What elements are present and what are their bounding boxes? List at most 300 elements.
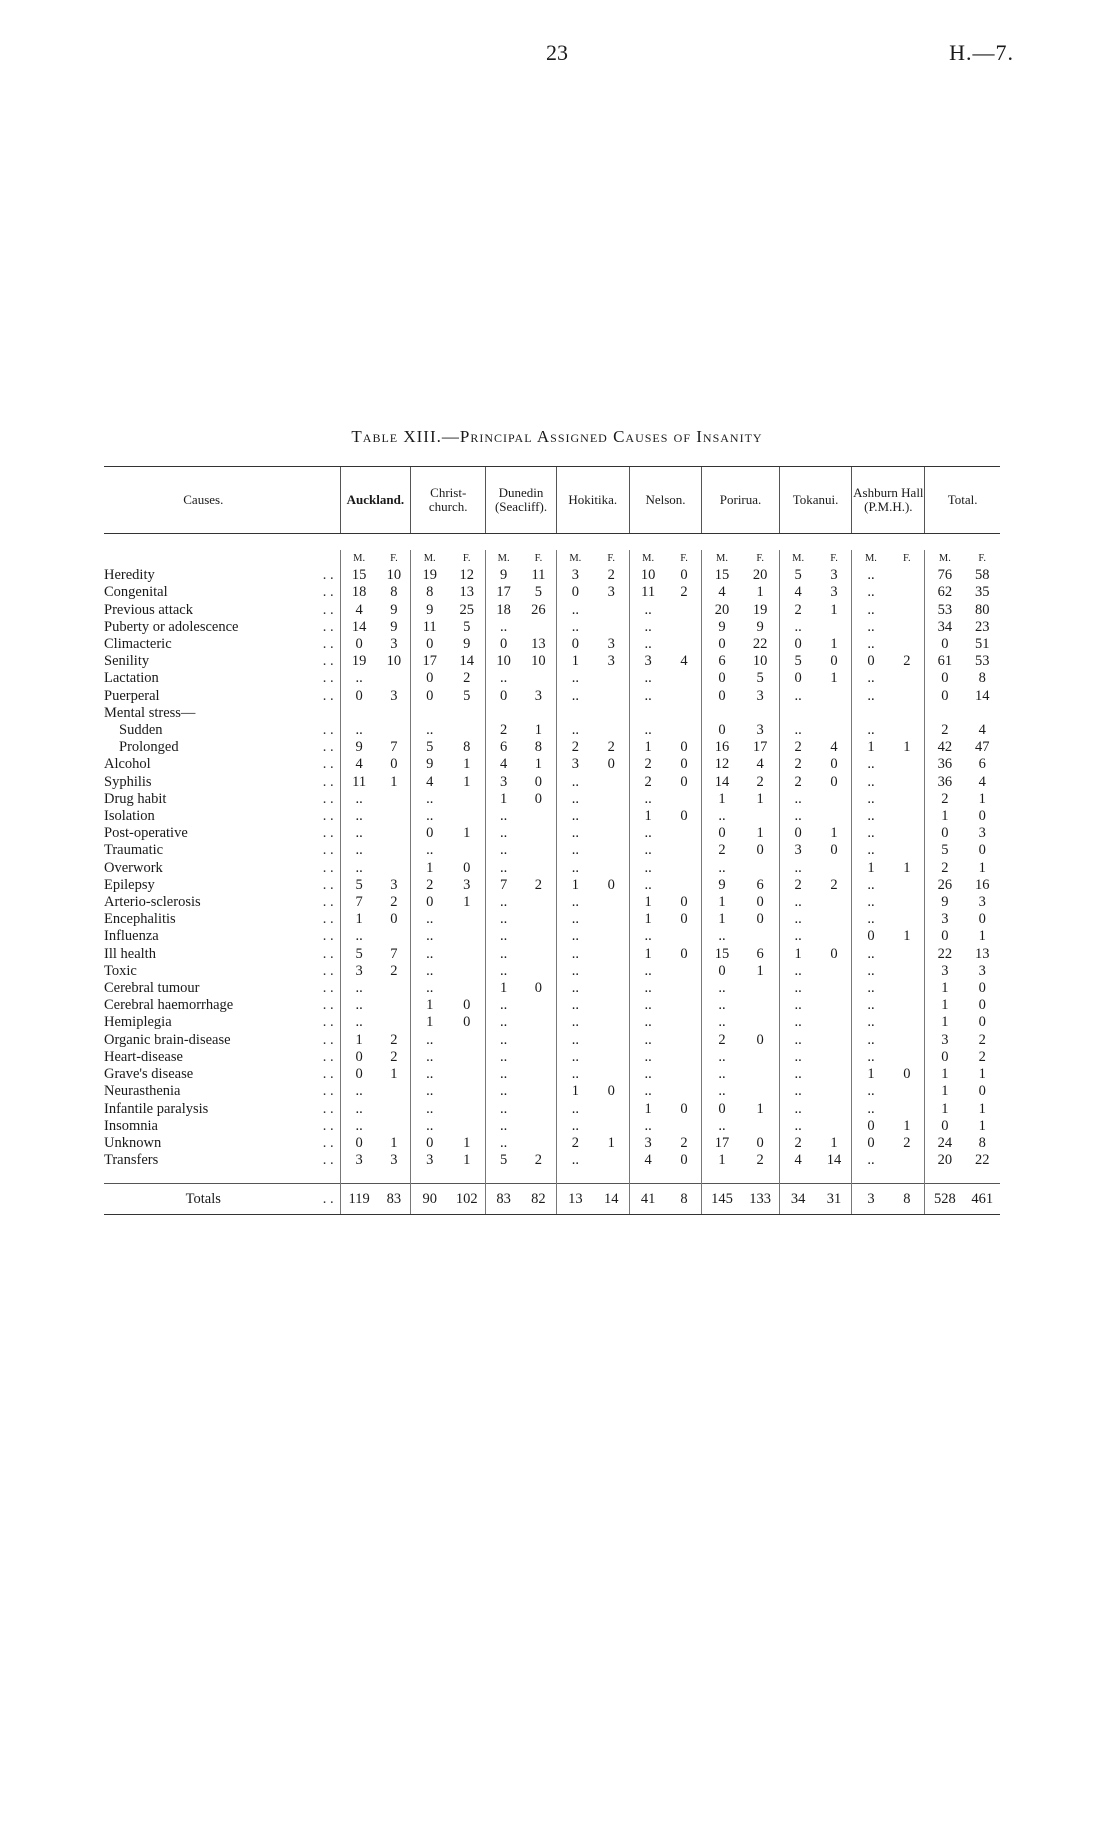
table-cell: .. [486,911,521,928]
table-cell [742,808,780,825]
table-cell [889,774,924,791]
table-cell: 1 [925,1083,965,1100]
table-cell: .. [486,963,521,980]
table-cell [378,1118,411,1135]
table-cell [742,1118,780,1135]
table-cell: 1 [925,980,965,997]
table-cell [667,1066,702,1083]
table-cell: 19 [340,653,378,670]
leader-dots: . . [322,980,334,997]
table-cell [594,894,629,911]
cause-label: Infantile paralysis [104,1100,209,1117]
table-cell: .. [340,1083,378,1100]
table-cell: 3 [411,1152,449,1169]
table-cell [521,963,556,980]
table-cell: 0 [830,653,838,670]
table-cell: 4 [680,653,688,670]
table-cell: 9 [390,601,398,618]
leader-dots: . . [322,1152,334,1169]
table-cell: .. [340,722,378,739]
table-cell: 0 [852,928,890,945]
table-cell: 26 [925,877,965,894]
cause-label: Lactation [104,670,159,687]
table-cell [521,1014,556,1031]
table-cell: .. [629,825,667,842]
table-cell [594,619,629,636]
table-cell: 1 [756,584,764,601]
table-cell: 7 [486,877,521,894]
table-cell: .. [486,619,521,636]
table-cell: 5 [463,618,471,635]
table-cell: 0 [680,911,688,928]
total-cell: 461 [964,1184,1000,1215]
table-cell [521,911,556,928]
table-cell: 0 [925,688,965,705]
table-cell: 10 [752,653,768,670]
table-cell [667,877,702,894]
cause-label: Neurasthenia [104,1083,181,1100]
table-cell: 0 [756,842,764,859]
table-cell [817,1049,852,1066]
table-cell [594,1014,629,1031]
table-cell [889,877,924,894]
male-label: M. [925,550,965,567]
table-cell: 2 [925,791,965,808]
table-cell: 0 [556,584,594,601]
table-cell: 8 [978,670,986,687]
table-cell: .. [852,894,890,911]
table-cell [378,928,411,945]
table-cell: 76 [925,567,965,584]
table-cell: 11 [340,774,378,791]
leader-dots: . . [322,618,334,635]
table-cell [964,705,1000,722]
male-label: M. [702,550,742,567]
cause-label: Drug habit [104,790,167,807]
total-cell: 119 [340,1184,378,1215]
table-cell [817,911,852,928]
table-cell [594,860,629,877]
female-label: F. [534,553,543,564]
table-cell: 12 [459,567,474,584]
table-cell: 2 [903,1134,911,1151]
table-cell: 1 [756,1100,764,1117]
cause-label: Previous attack [104,601,193,618]
cause-label: Heredity [104,567,155,584]
cause-label: Post-operative [104,825,188,842]
table-cell: 1 [534,756,543,773]
table-cell: 2 [779,877,817,894]
table-cell [521,997,556,1014]
table-row [104,584,1000,601]
table-row [104,722,1000,739]
cause-label: Climacteric [104,636,172,653]
table-cell [521,1135,556,1152]
table-cell: 0 [486,636,521,653]
table-cell: 3 [629,653,667,670]
table-cell [594,825,629,842]
table-cell: .. [411,963,449,980]
table-cell: .. [702,980,742,997]
table-cell: 0 [978,1014,986,1031]
table-cell: .. [852,1032,890,1049]
table-row [104,1135,1000,1152]
table-cell: 0 [680,773,688,790]
table-cell: 13 [974,945,990,962]
table-cell: 3 [925,1032,965,1049]
table-cell: .. [556,808,594,825]
table-cell [448,705,486,722]
table-cell: .. [852,808,890,825]
leader-dots: . . [322,790,334,807]
table-row [104,997,1000,1014]
table-cell: .. [852,774,890,791]
leader-dots: . . [322,584,334,601]
table-cell: 0 [390,756,398,773]
table-cell: 4 [629,1152,667,1169]
table-cell: .. [852,567,890,584]
institution-header: Hokitika. [556,467,629,534]
table-cell: 4 [978,773,986,790]
table-row [104,705,1000,722]
table-cell [340,705,378,722]
table-cell: 4 [830,739,838,756]
cause-label: Toxic [104,962,137,979]
table-cell: 14 [340,619,378,636]
table-cell: 0 [779,636,817,653]
table-cell: 0 [534,980,543,997]
table-cell: .. [779,1118,817,1135]
table-cell [817,963,852,980]
table-cell: .. [411,1049,449,1066]
leader-dots: . . [322,962,334,979]
table-cell: 10 [386,653,402,670]
table-cell: 1 [607,1134,615,1151]
table-cell: 18 [340,584,378,601]
table-cell: .. [556,842,594,859]
table-row [104,980,1000,997]
table-cell: 8 [390,584,398,601]
table-cell: .. [852,997,890,1014]
table-cell: 3 [629,1135,667,1152]
table-cell: 0 [411,825,449,842]
total-cell: 102 [448,1184,486,1215]
table-cell: .. [629,928,667,945]
table-cell: .. [702,808,742,825]
table-cell: 3 [779,842,817,859]
table-cell: 1 [486,791,521,808]
table-cell [521,1032,556,1049]
table-cell [521,705,556,722]
table-cell [594,997,629,1014]
table-cell [521,842,556,859]
table-cell: .. [629,791,667,808]
leader-dots: . . [322,1066,334,1083]
table-cell: .. [779,619,817,636]
table-cell: 1 [702,894,742,911]
table-cell: .. [852,619,890,636]
table-cell: 53 [925,602,965,619]
table-cell: 2 [779,602,817,619]
table-cell: 1 [556,1083,594,1100]
table-cell: 1 [852,860,890,877]
causes-header: Causes. [104,467,303,534]
table-cell: 0 [702,825,742,842]
table-cell [594,1032,629,1049]
table-cell [448,963,486,980]
table-cell: 2 [680,584,688,601]
table-cell [378,997,411,1014]
table-cell: .. [852,670,890,687]
institution-header: Christ-church. [411,467,486,534]
table-cell: 0 [756,1134,764,1151]
cause-label: Cerebral tumour [104,980,200,997]
table-cell [667,963,702,980]
table-cell: 0 [852,653,890,670]
total-cell: 83 [378,1184,411,1215]
table-cell [378,670,411,687]
table-cell [378,808,411,825]
table-cell: 1 [463,1134,471,1151]
table-cell: .. [629,1118,667,1135]
table-cell [594,705,629,722]
table-cell: .. [702,1066,742,1083]
table-cell: 0 [340,688,378,705]
table-cell [889,1032,924,1049]
cause-label: Puerperal [104,687,160,704]
table-cell: 3 [390,636,398,653]
table-cell: 14 [974,687,990,704]
table-cell: 4 [486,756,521,773]
table-cell: 3 [463,876,471,893]
table-cell [594,1152,629,1169]
table-cell: 0 [390,911,398,928]
table-cell [448,946,486,963]
table-cell [702,705,742,722]
total-cell: 528 [925,1184,965,1215]
table-cell: 2 [607,567,615,584]
table-cell: .. [629,670,667,687]
table-cell: 13 [459,584,474,601]
table-row [104,774,1000,791]
cause-label: Ill health [104,945,156,962]
table-cell [378,705,411,722]
table-cell [817,1066,852,1083]
table-cell: .. [486,946,521,963]
table-cell: .. [411,1083,449,1100]
table-cell: 0 [852,1135,890,1152]
table-cell: 0 [978,997,986,1014]
table-cell: 0 [978,1083,986,1100]
table-cell [667,791,702,808]
table-cell: 1 [702,911,742,928]
leader-dots: . . [303,1184,341,1215]
table-cell [667,1032,702,1049]
table-cell: .. [486,860,521,877]
table-cell: 3 [390,1152,398,1169]
table-cell [889,1101,924,1118]
table-cell: .. [411,928,449,945]
table-cell: .. [486,1101,521,1118]
total-cell: 90 [411,1184,449,1215]
table-cell: 2 [756,773,764,790]
leader-dots: . . [322,636,334,653]
table-cell: 36 [925,756,965,773]
table-cell: .. [486,808,521,825]
table-cell: 5 [486,1152,521,1169]
table-cell: 1 [629,739,667,756]
table-cell [521,946,556,963]
cause-label: Insomnia [104,1117,158,1134]
table-cell: .. [556,946,594,963]
table-cell: .. [629,1083,667,1100]
leader-dots: . . [322,739,334,756]
table-cell: 2 [779,756,817,773]
table-cell: .. [779,894,817,911]
table-cell: .. [779,722,817,739]
table-cell: 4 [756,756,764,773]
table-cell: .. [779,1049,817,1066]
table-cell: 3 [486,774,521,791]
table-cell: 9 [702,877,742,894]
leader-dots: . . [322,911,334,928]
table-cell: .. [852,842,890,859]
table-cell [448,791,486,808]
table-cell: 4 [411,774,449,791]
institution-header: Tokanui. [779,467,852,534]
table-cell [889,722,924,739]
table-cell: .. [340,842,378,859]
table-cell: 17 [752,739,768,756]
table-cell: .. [852,963,890,980]
table-cell [448,842,486,859]
table-cell [667,1083,702,1100]
table-cell: 25 [459,601,474,618]
table-title: Table XIII.—Principal Assigned Causes of Insanity [351,427,763,446]
table-cell: .. [702,1049,742,1066]
table-cell: .. [486,1014,521,1031]
table-cell: 3 [340,1152,378,1169]
table-row [104,911,1000,928]
table-cell: .. [852,825,890,842]
table-cell: 1 [411,860,449,877]
table-cell: .. [779,1032,817,1049]
table-row [104,808,1000,825]
table-cell: 19 [752,601,768,618]
table-cell [817,619,852,636]
table-cell [594,963,629,980]
table-cell [889,705,924,722]
table-cell [742,860,780,877]
table-cell: .. [556,602,594,619]
table-cell: 1 [390,773,398,790]
table-cell: .. [486,842,521,859]
leader-dots: . . [322,756,334,773]
table-cell: .. [779,928,817,945]
table-cell [667,825,702,842]
table-cell [448,808,486,825]
leader-dots: . . [322,894,334,911]
table-cell: .. [556,1152,594,1169]
table-cell: 16 [702,739,742,756]
table-cell: .. [486,825,521,842]
table-cell: 0 [463,859,471,876]
cause-label: Mental stress— [104,704,196,721]
table-cell: 47 [974,739,990,756]
table-row [104,1066,1000,1083]
table-row [104,1118,1000,1135]
table-cell: 2 [607,739,615,756]
female-label: F. [756,553,764,564]
table-cell [852,705,890,722]
table-cell: 53 [974,653,990,670]
table-cell: 1 [925,1101,965,1118]
table-cell: .. [411,946,449,963]
table-cell: .. [340,670,378,687]
table-cell [521,1101,556,1118]
table-cell [889,688,924,705]
table-cell: 23 [974,618,990,635]
table-cell: .. [629,963,667,980]
table-cell: 51 [974,636,990,653]
table-cell: .. [779,808,817,825]
table-cell [779,705,817,722]
table-cell: 6 [978,756,986,773]
table-row [104,860,1000,877]
table-cell [448,980,486,997]
total-cell: 13 [556,1184,594,1215]
table-cell: .. [556,722,594,739]
table-cell: .. [556,619,594,636]
table-row [104,963,1000,980]
table-cell: 0 [680,1152,688,1169]
male-label: M. [852,550,890,567]
table-cell: 17 [486,584,521,601]
table-cell: 1 [340,911,378,928]
table-cell: .. [340,1118,378,1135]
table-cell: .. [779,997,817,1014]
table-cell: .. [556,670,594,687]
table-cell: .. [486,1049,521,1066]
table-cell: 0 [680,756,688,773]
table-cell: .. [852,1101,890,1118]
table-cell: 1 [629,808,667,825]
table-cell: .. [852,584,890,601]
table-cell: 0 [340,1049,378,1066]
table-cell: .. [852,877,890,894]
table-cell: .. [556,1118,594,1135]
table-cell [889,636,924,653]
table-cell: 1 [463,1152,471,1169]
table-cell [594,1118,629,1135]
table-cell: 2 [680,1134,688,1151]
table-cell: 0 [925,825,965,842]
table-cell: 1 [903,739,911,756]
table-cell [889,670,924,687]
leader-dots: . . [322,825,334,842]
table-cell: .. [340,860,378,877]
table-cell [667,997,702,1014]
table-cell: 62 [925,584,965,601]
table-cell: 6 [702,653,742,670]
table-cell [667,860,702,877]
table-cell: 4 [340,756,378,773]
table-cell: .. [486,1083,521,1100]
leader-dots: . . [322,1014,334,1031]
female-label: F. [390,553,398,564]
table-cell: .. [779,860,817,877]
table-cell [521,928,556,945]
